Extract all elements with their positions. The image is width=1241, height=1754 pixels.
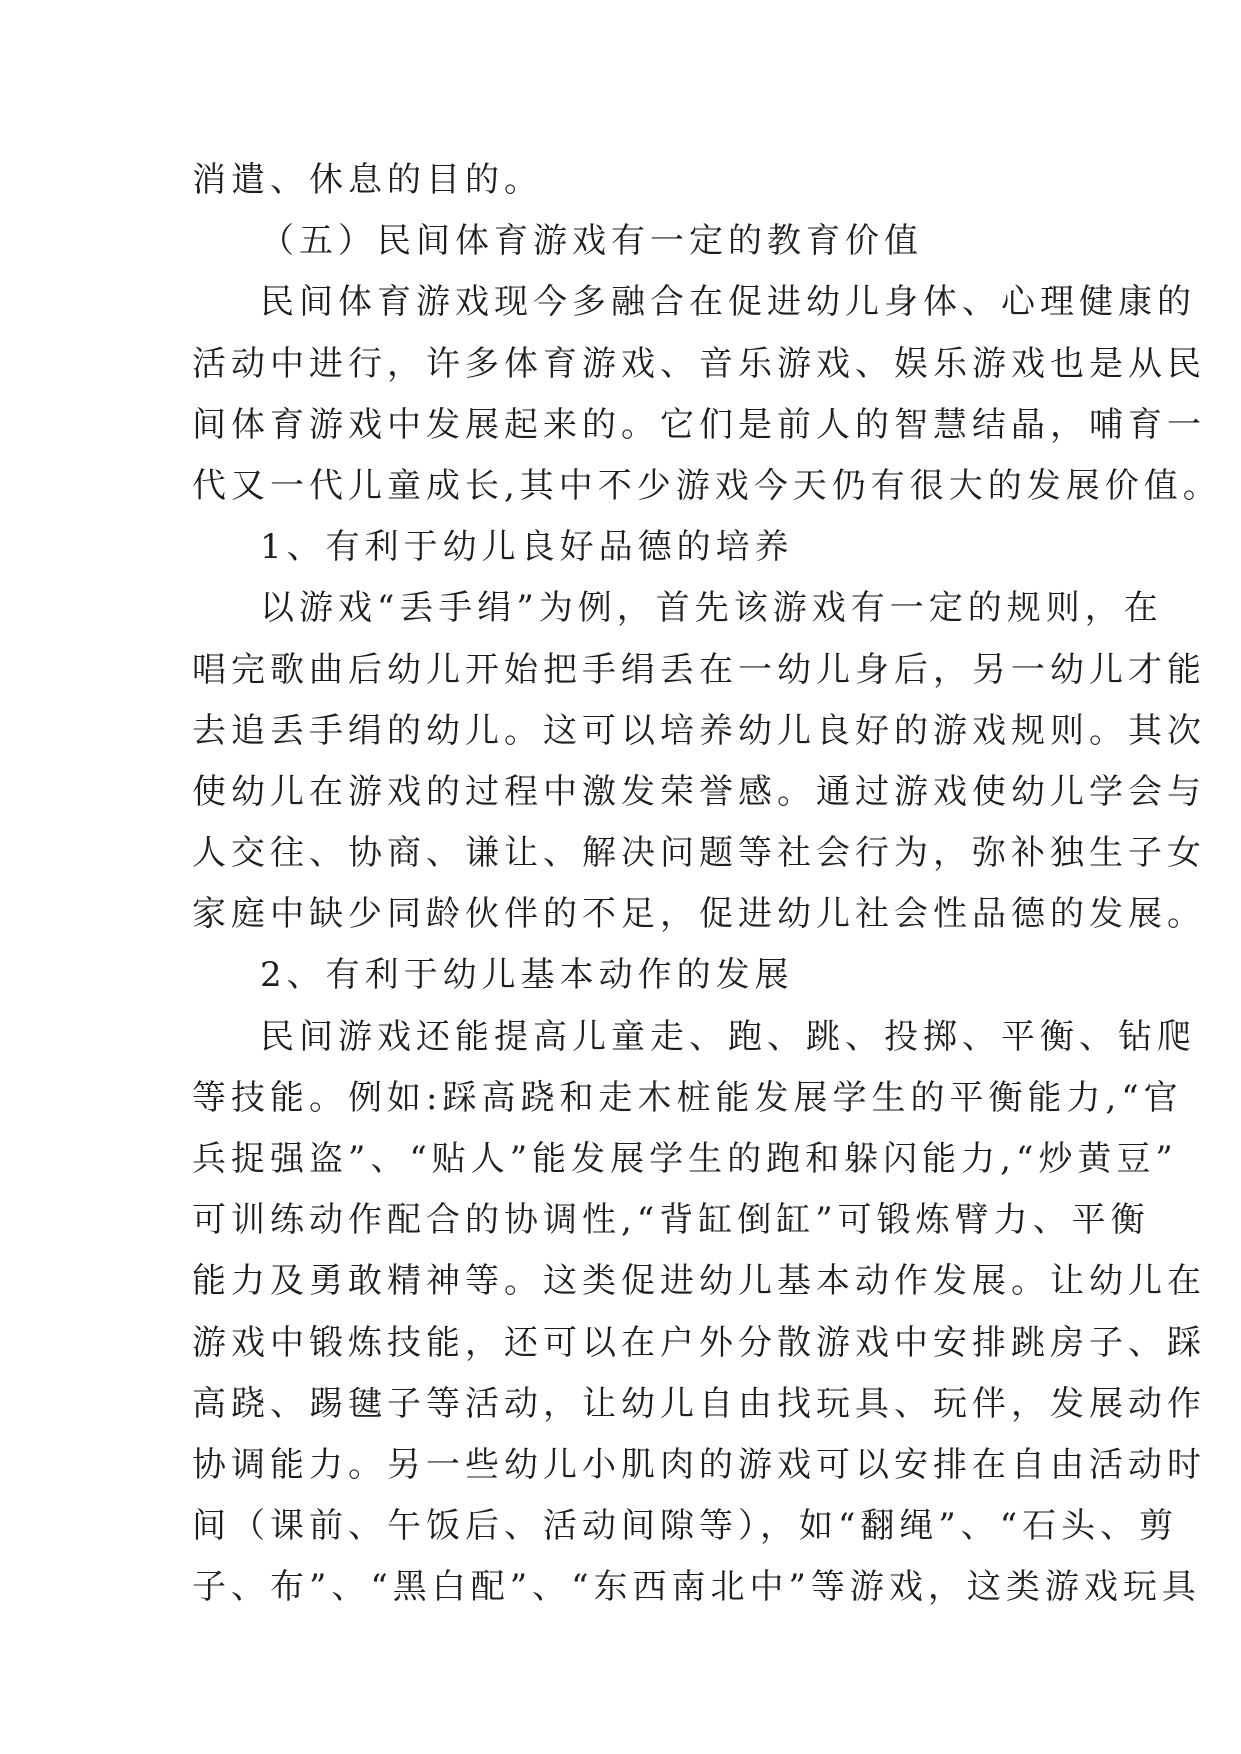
text-line: 能力及勇敢精神等。这类促进幼儿基本动作发展。让幼儿在 [192, 1261, 1206, 1302]
text-line: 可训练动作配合的协调性,“背缸倒缸”可锻炼臂力、平衡 [192, 1200, 1150, 1241]
text-line: 唱完歌曲后幼儿开始把手绢丢在一幼儿身后，另一幼儿才能 [192, 649, 1206, 690]
body-text [192, 150, 1222, 1619]
section-heading: （五）民间体育游戏有一定的教育价值 [260, 221, 923, 262]
text-line: 消遣、休息的目的。 [192, 160, 543, 200]
text-line: 高跷、踢毽子等活动，让幼儿自由找玩具、玩伴，发展动作 [192, 1383, 1206, 1424]
text-line: 间体育游戏中发展起来的。它们是前人的智慧结晶，哺育一 [192, 404, 1206, 445]
text-line: 使幼儿在游戏的过程中激发荣誉感。通过游戏使幼儿学会与 [192, 771, 1206, 812]
paragraph-start: 民间游戏还能提高儿童走、跑、跳、投掷、平衡、钻爬 [260, 1016, 1196, 1057]
text-line: 代又一代儿童成长,其中不少游戏今天仍有很大的发展价值。 [192, 465, 1222, 506]
text-line: 协调能力。另一些幼儿小肌肉的游戏可以安排在自由活动时 [192, 1444, 1206, 1485]
paragraph-start: 民间体育游戏现今多融合在促进幼儿身体、心理健康的 [260, 282, 1196, 323]
subsection-heading: 2、有利于幼儿基本动作的发展 [260, 955, 794, 996]
text-line: 兵捉强盗”、“贴人”能发展学生的跑和躲闪能力,“炒黄豆” [192, 1139, 1178, 1179]
text-line: 人交往、协商、谦让、解决问题等社会行为，弥补独生子女 [192, 833, 1206, 874]
text-line: 游戏中锻炼技能，还可以在户外分散游戏中安排跳房子、踩 [192, 1322, 1206, 1363]
text-line: 等技能。例如:踩高跷和走木桩能发展学生的平衡能力,“官 [192, 1077, 1183, 1118]
text-line: 去追丢手绢的幼儿。这可以培养幼儿良好的游戏规则。其次 [192, 710, 1206, 751]
paragraph-start: 以游戏“丢手绢”为例，首先该游戏有一定的规则，在 [260, 588, 1163, 629]
subsection-heading: 1、有利于幼儿良好品德的培养 [260, 527, 794, 568]
text-line: 家庭中缺少同龄伙伴的不足，促进幼儿社会性品德的发展。 [192, 894, 1206, 935]
text-line: 间（课前、午饭后、活动间隙等），如“翻绳”、“石头、剪 [192, 1506, 1179, 1547]
text-line: 活动中进行，许多体育游戏、音乐游戏、娱乐游戏也是从民 [192, 343, 1206, 384]
text-line: 子、布”、“黑白配”、“东西南北中”等游戏，这类游戏玩具 [192, 1567, 1201, 1608]
